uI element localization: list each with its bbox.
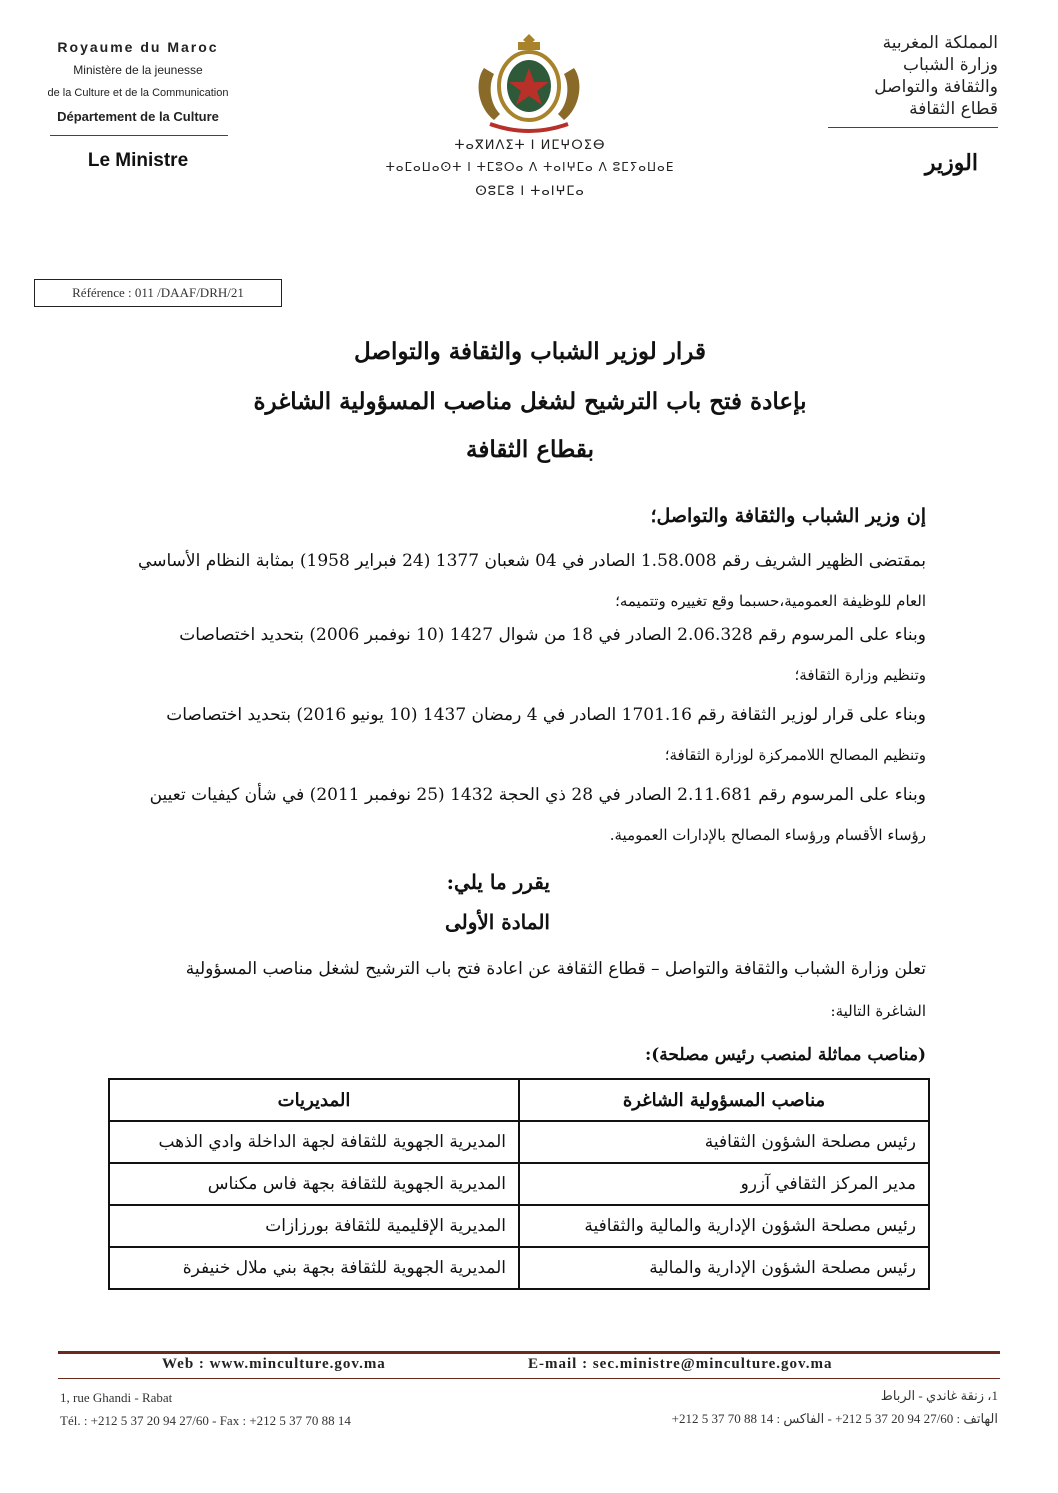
table-header-cell: المديريات <box>109 1079 519 1121</box>
directorate-cell: المديرية الإقليمية للثقافة بورزازات <box>109 1205 519 1247</box>
tifinagh-line-2: ⵜⴰⵎⴰⵡⴰⵙⵜ ⵏ ⵜⵎⵓⵔⴰ ⴷ ⵜⴰⵏⵖⵎⴰ ⴷ ⵓⵎⵢⴰⵡⴰⴹ <box>385 160 675 174</box>
royal-emblem-icon <box>470 28 588 136</box>
minister-fr: Le Ministre <box>87 150 189 171</box>
header-ar-divider <box>828 127 998 128</box>
position-cell: مدير المركز الثقافي آزرو <box>519 1163 929 1205</box>
footer-phone-fr: Tél. : +212 5 37 20 94 27/60 - Fax : +212 5 37 70 88 14 <box>60 1413 351 1428</box>
position-cell: رئيس مصلحة الشؤون الإدارية والمالية <box>519 1247 929 1289</box>
ministry-ar-2: والثقافة والتواصل <box>874 77 998 97</box>
footer-rule-bottom <box>58 1378 1000 1379</box>
intro-line: إن وزير الشباب والثقافة والتواصل؛ <box>650 505 926 527</box>
directorate-cell: المديرية الجهوية للثقافة بجهة بني ملال خنيفرة <box>109 1247 519 1289</box>
ministry-ar: وزارة الشباب <box>902 55 998 75</box>
department-fr: Département de la Culture <box>57 109 219 124</box>
header-french <box>38 36 238 128</box>
directorate-cell: المديرية الجهوية للثقافة بجهة فاس مكناس <box>109 1163 519 1205</box>
minister-ar: الوزير <box>924 150 978 176</box>
header-fr-divider <box>50 135 228 136</box>
title-line-3: بقطاع الثقافة <box>466 436 594 463</box>
kingdom-fr: Royaume du Maroc <box>57 39 219 55</box>
table-header-row <box>109 1079 929 1121</box>
tifinagh-line-1: ⵜⴰⴳⵍⴷⵉⵜ ⵏ ⵍⵎⵖⵔⵉⴱ <box>454 138 606 153</box>
recital-2a: وبناء على المرسوم رقم 2.06.328 الصادر في 18 من شوال 1427 (10 نوفمبر 2006) بتحديد اختصاصات <box>179 625 926 645</box>
table-row <box>109 1247 929 1289</box>
ministry-fr-2: de la Culture et de la Communication <box>47 87 229 99</box>
recital-1a: بمقتضى الظهير الشريف رقم 1.58.008 الصادر في 04 شعبان 1377 (24 فبراير 1958) بمثابة النظام الأساسي <box>138 551 926 571</box>
recital-4a: وبناء على المرسوم رقم 2.11.681 الصادر في 28 ذي الحجة 1432 (25 نوفمبر 2011) في شأن كيفيات تعيين <box>149 785 926 805</box>
recital-4b: رؤساء الأقسام ورؤساء المصالح بالإدارات العمومية. <box>609 826 926 844</box>
position-cell: رئيس مصلحة الشؤون الثقافية <box>519 1121 929 1163</box>
kingdom-ar: المملكة المغربية <box>882 33 998 53</box>
footer-email: E-mail : sec.ministre@minculture.gov.ma <box>528 1356 833 1372</box>
table-header-cell: مناصب المسؤولية الشاغرة <box>519 1079 929 1121</box>
recital-2b: وتنظيم وزارة الثقافة؛ <box>794 666 926 684</box>
recital-1b: العام للوظيفة العمومية،حسبما وقع تغييره وتتميمه؛ <box>615 592 926 610</box>
article-1b: الشاغرة التالية: <box>830 1002 926 1020</box>
footer-rule-top <box>58 1351 1000 1354</box>
article-heading: المادة الأولى <box>444 910 550 934</box>
title-line-1: قرار لوزير الشباب والثقافة والتواصل <box>354 338 706 365</box>
reference-box: Référence : 011 /DAAF/DRH/21 <box>34 279 282 307</box>
footer-phone-ar: الهاتف : 27/60 94 20 37 5 212+ - الفاكس : 14 88 70 37 5 212+ <box>671 1411 998 1426</box>
table-row <box>109 1163 929 1205</box>
table-caption: (مناصب مماثلة لمنصب رئيس مصلحة): <box>644 1045 926 1065</box>
decides-heading: يقرر ما يلي: <box>446 870 550 894</box>
tifinagh-line-3: ⵙⵓⵎⵓ ⵏ ⵜⴰⵏⵖⵎⴰ <box>475 184 585 199</box>
recital-3b: وتنظيم المصالح اللاممركزة لوزارة الثقافة؛ <box>664 746 926 764</box>
footer-address-ar: 1، زنقة غاندي - الرباط <box>880 1388 998 1403</box>
table-row <box>109 1121 929 1163</box>
footer-address-fr: 1, rue Ghandi - Rabat <box>60 1390 173 1405</box>
directorate-cell: المديرية الجهوية للثقافة لجهة الداخلة وادي الذهب <box>109 1121 519 1163</box>
ministry-fr: Ministère de la jeunesse <box>73 63 203 77</box>
positions-table <box>108 1078 930 1290</box>
footer-web: Web : www.minculture.gov.ma <box>162 1356 386 1372</box>
recital-3a: وبناء على قرار لوزير الثقافة رقم 1701.16 الصادر في 4 رمضان 1437 (10 يونيو 2016) بتحديد اختصاصات <box>166 705 926 725</box>
article-1a: تعلن وزارة الشباب والثقافة والتواصل – قطاع الثقافة عن اعادة فتح باب الترشيح لشغل مناصب المسؤولية <box>185 959 926 979</box>
table-row <box>109 1205 929 1247</box>
title-line-2: بإعادة فتح باب الترشيح لشغل مناصب المسؤولية الشاغرة <box>253 388 807 415</box>
position-cell: رئيس مصلحة الشؤون الإدارية والمالية والثقافية <box>519 1205 929 1247</box>
department-ar: قطاع الثقافة <box>909 99 998 119</box>
header-arabic <box>818 32 998 120</box>
